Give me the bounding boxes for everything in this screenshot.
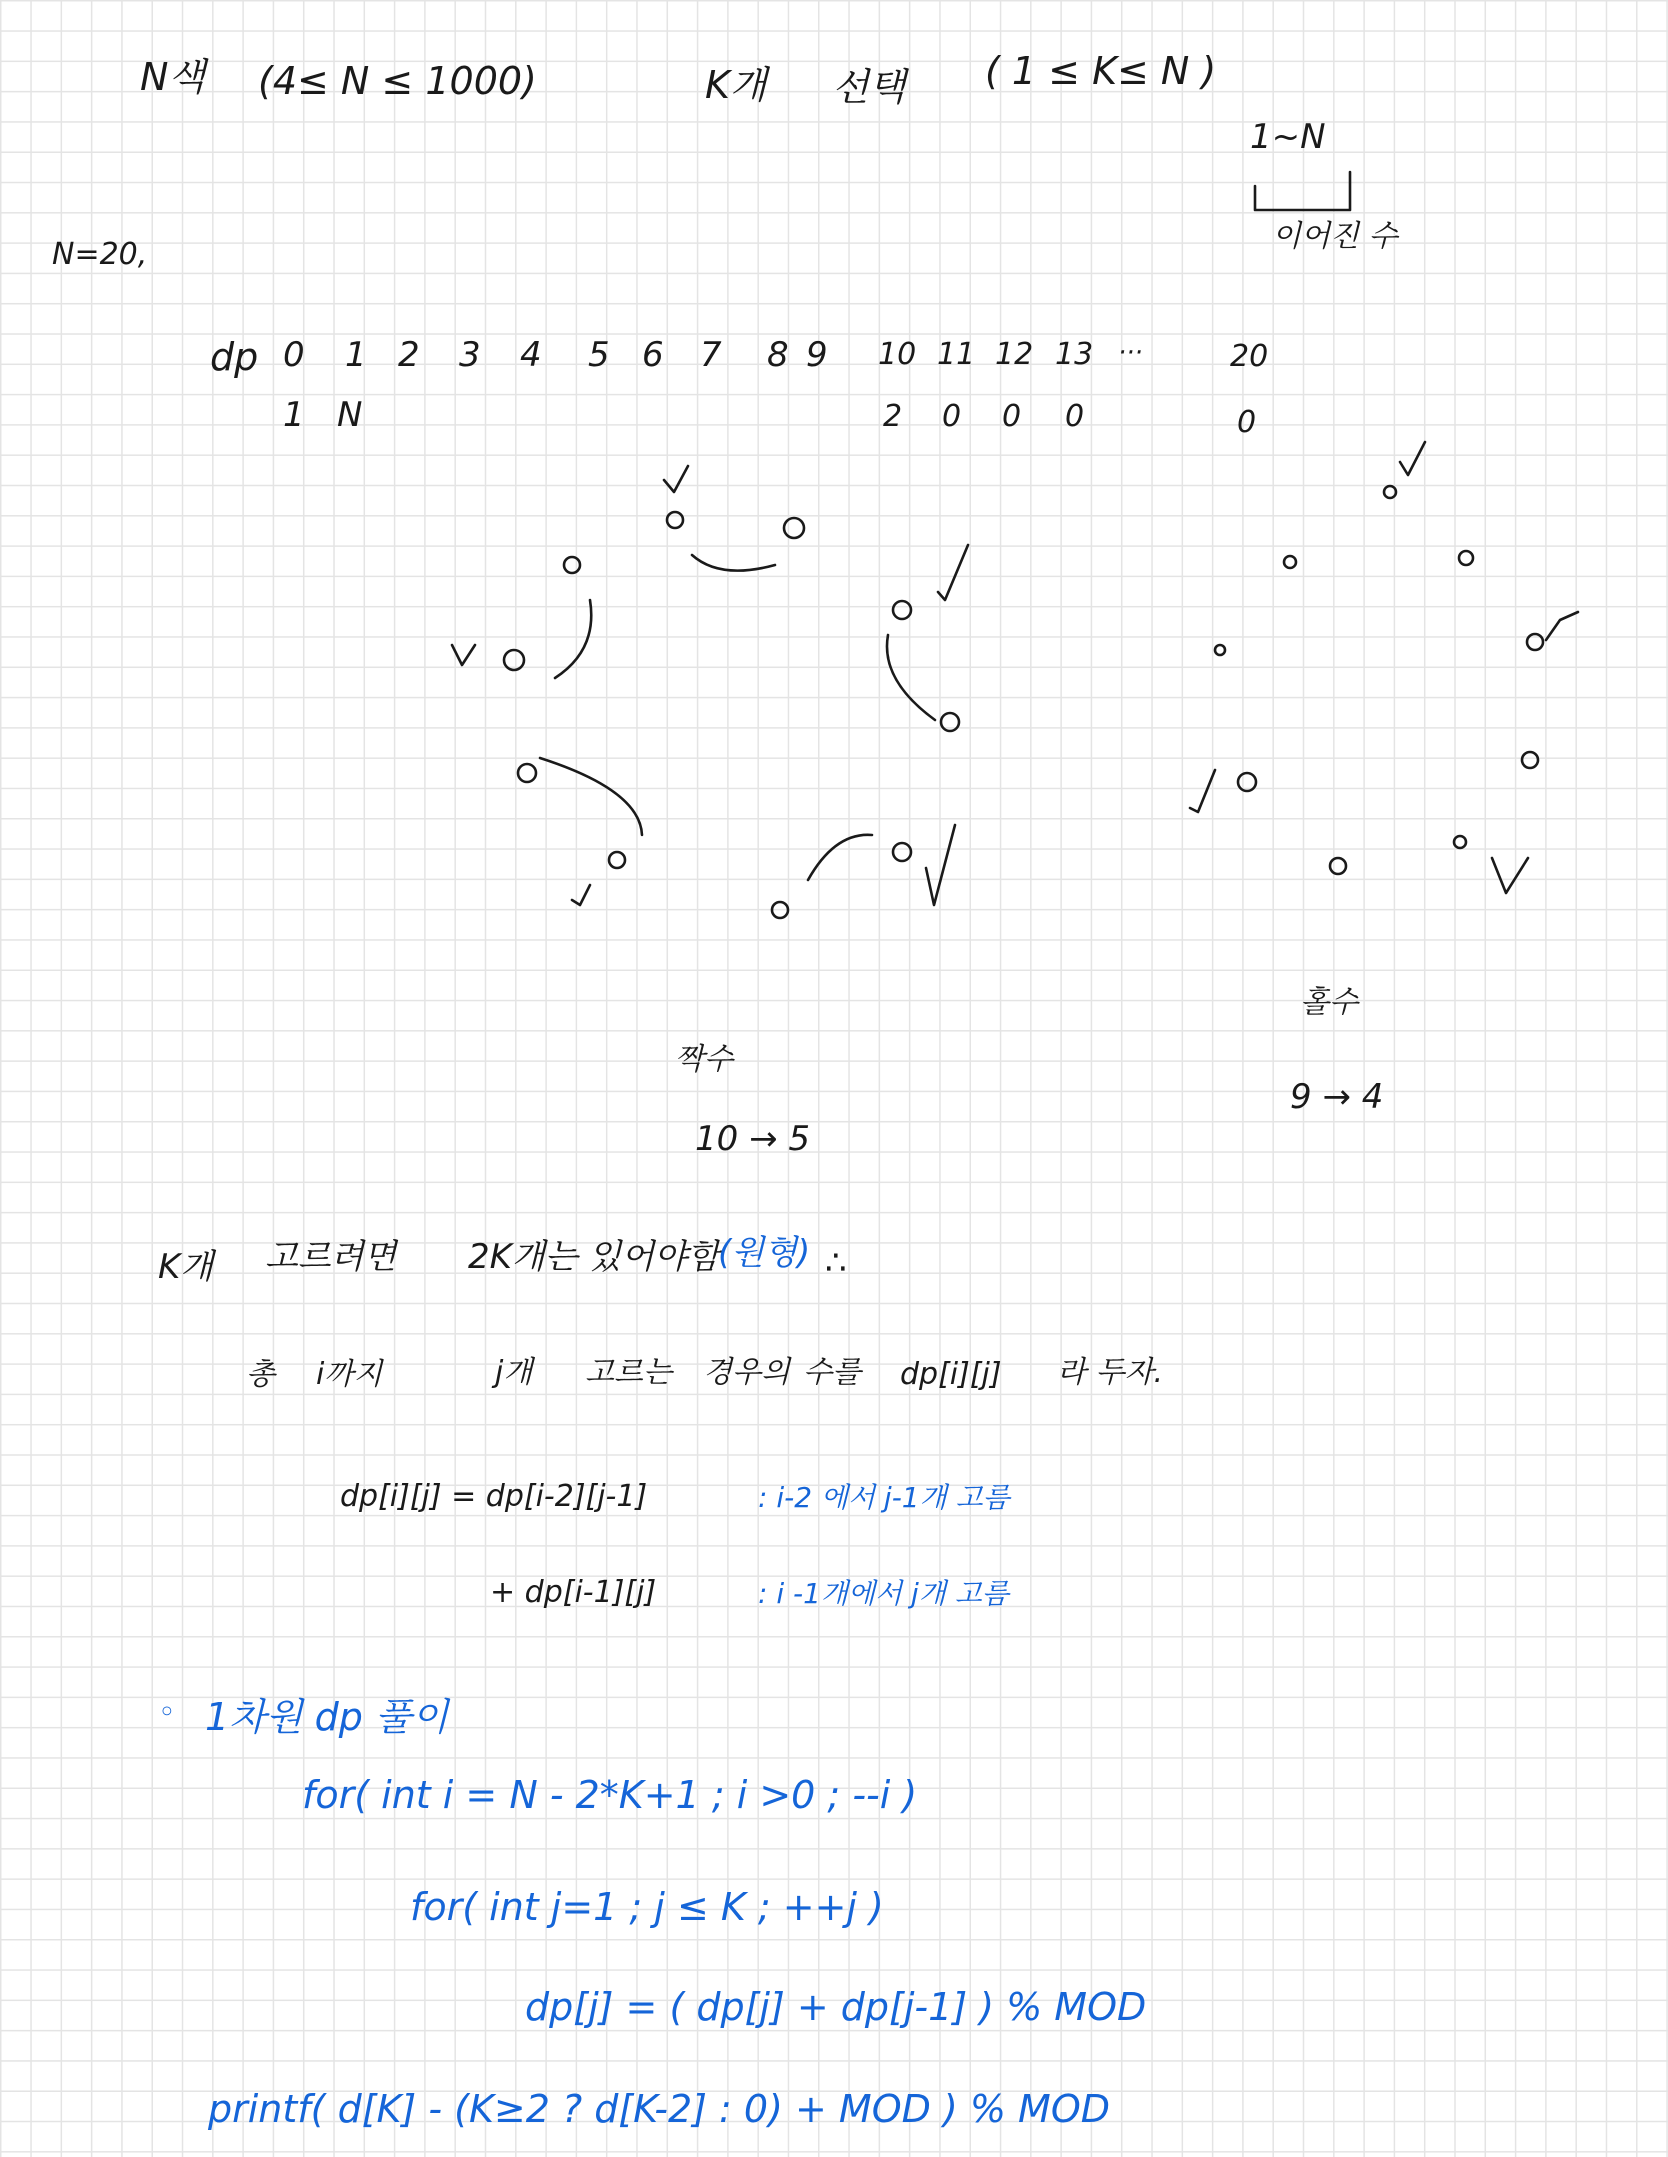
recurrence-line-2: + dp[i-1][j] <box>490 1575 657 1610</box>
define-count: 수를 <box>803 1355 861 1390</box>
dp-value: 1 <box>283 395 305 435</box>
dp-index: 5 <box>588 335 610 375</box>
dot-mark <box>772 902 788 918</box>
arc-mark <box>692 555 775 571</box>
dp-index: 6 <box>642 335 664 375</box>
check-mark <box>938 545 968 600</box>
even-label: 짝수 <box>675 1042 733 1077</box>
arc-mark <box>540 758 642 835</box>
check-mark <box>452 645 475 665</box>
check-mark <box>1400 442 1425 475</box>
check-mark <box>572 885 590 905</box>
define-cases: 경우의 <box>703 1355 790 1390</box>
code-for-inner: for( int j=1 ; j ≤ K ; ++j ) <box>410 1885 884 1929</box>
dot-mark <box>1527 634 1543 650</box>
dot-mark <box>504 650 524 670</box>
dp-value: 0 <box>1237 405 1257 440</box>
even-example: 10 → 5 <box>695 1119 810 1159</box>
check-mark <box>1492 858 1528 893</box>
check-mark <box>664 466 688 492</box>
check-mark <box>926 825 955 905</box>
dot-mark <box>893 601 911 619</box>
dot-mark <box>518 764 536 782</box>
dot-mark <box>609 852 625 868</box>
code-update: dp[j] = ( dp[j] + dp[j-1] ) % MOD <box>525 1985 1147 2029</box>
heading-select: 선택 <box>832 65 906 109</box>
check-mark <box>1546 612 1578 640</box>
dot-mark <box>1459 551 1473 565</box>
dot-mark <box>564 557 580 573</box>
heading-k-pick: K개 <box>705 63 767 107</box>
define-i: i까지 <box>316 1357 383 1392</box>
dot-mark <box>893 843 911 861</box>
define-j: j개 <box>495 1355 533 1390</box>
solution-title: 1차원 dp 풀이 <box>205 1695 449 1739</box>
dot-mark <box>1330 858 1346 874</box>
dot-mark <box>667 512 683 528</box>
code-printf: printf( d[K] - (K≥2 ? d[K-2] : 0) + MOD ) % MOD <box>208 2087 1111 2131</box>
arc-mark <box>887 635 935 720</box>
note-to-pick: 고르려면 <box>265 1237 397 1277</box>
dp-index: 9 <box>806 335 828 375</box>
dot-mark <box>941 713 959 731</box>
dp-index: 2 <box>398 335 420 375</box>
code-for-outer: for( int i = N - 2*K+1 ; i >0 ; --i ) <box>302 1773 918 1817</box>
dp-value: 0 <box>1002 399 1022 434</box>
define-let: 라 두자. <box>1057 1355 1164 1390</box>
dp-index: 11 <box>937 337 976 372</box>
note-therefore: ∴ <box>825 1243 847 1283</box>
dp-index: 20 <box>1230 339 1269 374</box>
note-need-2k: 2K개는 있어야함 <box>468 1237 720 1277</box>
recurrence-note-1: : i-2 에서 j-1개 고름 <box>758 1481 1010 1514</box>
dp-index: 4 <box>520 335 542 375</box>
solution-bullet: ◦ <box>158 1695 176 1730</box>
dp-index: 3 <box>459 335 481 375</box>
note-circular: (원형) <box>718 1233 811 1273</box>
dp-value: 0 <box>1065 399 1085 434</box>
dp-value: N <box>337 395 363 435</box>
dp-value: 0 <box>942 399 962 434</box>
dot-mark <box>1238 773 1256 791</box>
dp-index: 7 <box>700 335 722 375</box>
recurrence-note-2: : i -1개에서 j개 고름 <box>758 1577 1009 1610</box>
heading-k-range: ( 1 ≤ K≤ N ) <box>985 49 1217 93</box>
arc-mark <box>555 600 591 678</box>
heading-n-range: (4≤ N ≤ 1000) <box>258 59 537 103</box>
define-choose: 고르는 <box>585 1355 672 1390</box>
bracket-mark <box>1255 172 1350 210</box>
dp-index: 8 <box>767 335 789 375</box>
dot-mark <box>1284 556 1296 568</box>
arc-mark <box>808 835 872 880</box>
dp-index: 12 <box>995 337 1034 372</box>
define-total: 총 <box>246 1357 275 1392</box>
dp-value: 2 <box>883 399 903 434</box>
note-need-pick: K개 <box>158 1247 214 1287</box>
dot-mark <box>1384 486 1396 498</box>
heading-consecutive: 이어진 수 <box>1272 219 1398 254</box>
dp-index: 0 <box>283 335 305 375</box>
dp-index-ellipsis: ··· <box>1118 338 1143 368</box>
dp-index: 10 <box>878 337 917 372</box>
dp-label: dp <box>210 335 259 379</box>
dot-mark <box>1522 752 1538 768</box>
example-n-value: N=20, <box>52 237 148 272</box>
define-dp: dp[i][j] <box>900 1357 1002 1392</box>
heading-n-colors: N색 <box>140 55 206 99</box>
dp-index: 1 <box>345 335 367 375</box>
dp-index: 13 <box>1055 337 1094 372</box>
dot-mark <box>1215 645 1225 655</box>
dot-mark <box>1454 836 1466 848</box>
check-mark <box>1190 770 1215 812</box>
recurrence-line-1: dp[i][j] = dp[i-2][j-1] <box>340 1479 648 1514</box>
heading-range-1-n: 1~N <box>1250 117 1326 157</box>
odd-label: 홀수 <box>1300 985 1358 1020</box>
dot-mark <box>784 518 804 538</box>
odd-example: 9 → 4 <box>1290 1077 1384 1117</box>
